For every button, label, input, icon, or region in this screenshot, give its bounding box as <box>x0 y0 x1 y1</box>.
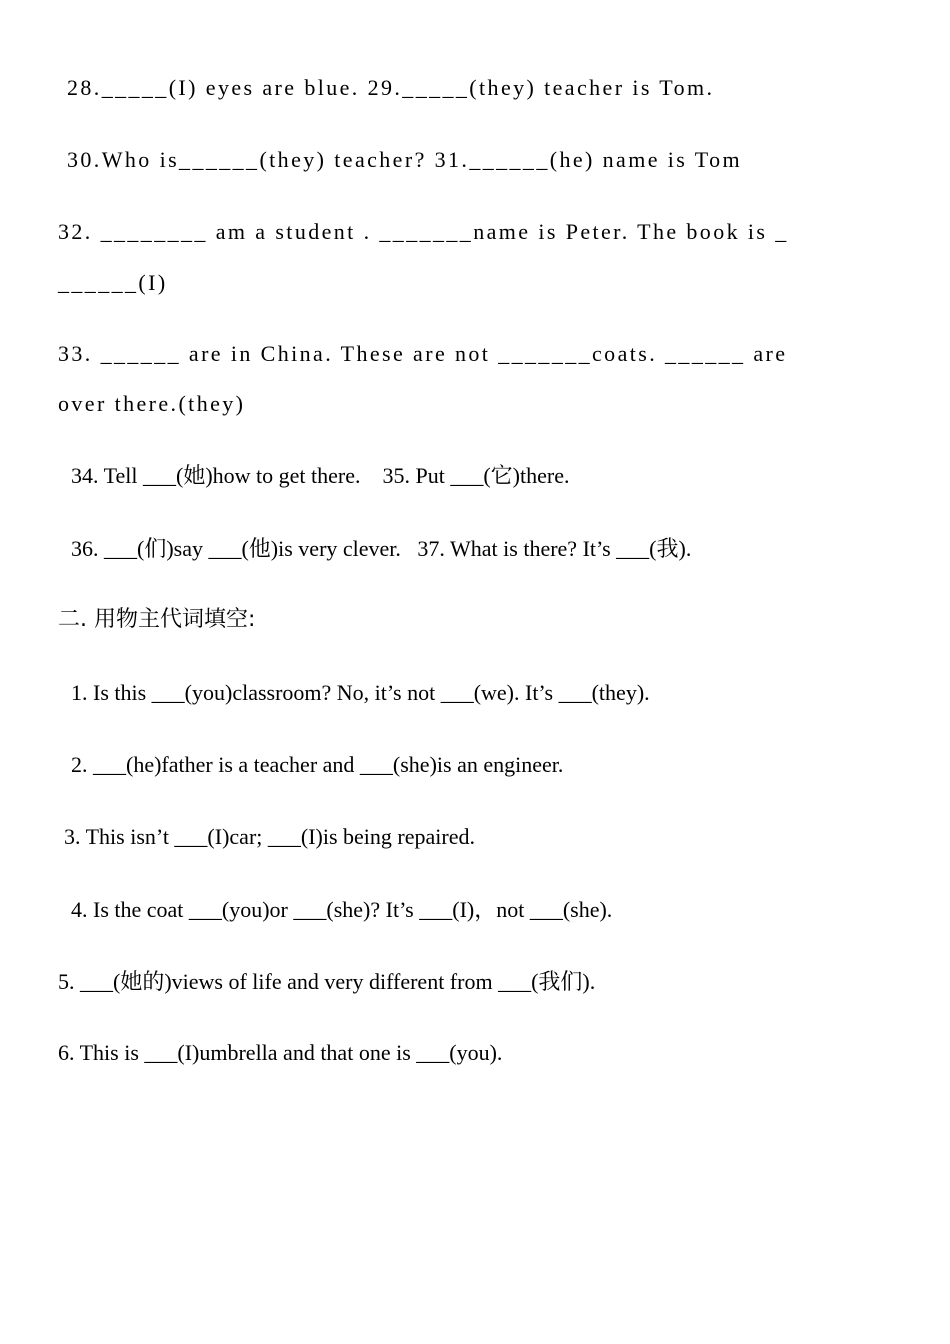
exercise-line-32-continued: ______(I) <box>58 270 168 295</box>
exercise-line-33: 33. ______ are in China. These are not _______coats. ______ are <box>58 341 788 366</box>
exercise-line-28-29: 28._____(I) eyes are blue. 29._____(they) teacher is Tom. <box>67 75 715 100</box>
exercise-item-2: 2. ___(he)father is a teacher and ___(she)is an engineer. <box>71 752 564 777</box>
exercise-line-33-continued: over there.(they) <box>58 391 246 416</box>
exercise-item-3: 3. This isn’t ___(I)car; ___(I)is being repaired. <box>64 824 475 849</box>
exercise-item-4: 4. Is the coat ___(you)or ___(she)? It’s ___(I)，not ___(she). <box>71 897 613 922</box>
section-heading: 二. 用物主代词填空: <box>58 607 256 632</box>
exercise-line-32: 32. ________ am a student . _______name is Peter. The book is _ <box>58 219 789 244</box>
exercise-line-34-35: 34. Tell ___(她)how to get there. 35. Put ___(它)there. <box>71 463 570 488</box>
exercise-item-5: 5. ___(她的)views of life and very different from ___(我们). <box>58 969 596 994</box>
exercise-line-30-31: 30.Who is______(they) teacher? 31.______(he) name is Tom <box>67 147 742 172</box>
exercise-line-36-37: 36. ___(们)say ___(他)is very clever. 37. What is there? It’s ___(我). <box>71 536 692 561</box>
exercise-item-6: 6. This is ___(I)umbrella and that one is ___(you). <box>58 1040 503 1065</box>
exercise-item-1: 1. Is this ___(you)classroom? No, it’s not ___(we). It’s ___(they). <box>71 680 650 705</box>
